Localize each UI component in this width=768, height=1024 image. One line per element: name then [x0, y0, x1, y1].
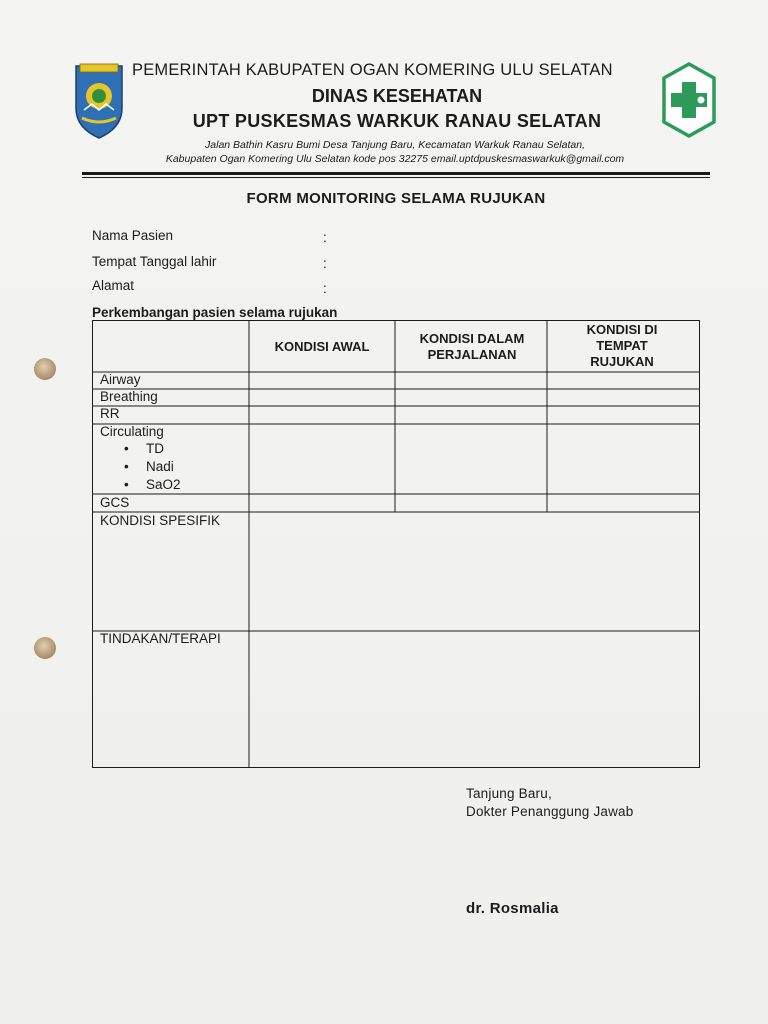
header-rule-thin: [82, 177, 710, 178]
form-title: FORM MONITORING SELAMA RUJUKAN: [246, 190, 546, 207]
health-cross-emblem-icon: [660, 60, 718, 140]
address-line-1: Jalan Bathin Kasru Bumi Desa Tanjung Baru, Kecamatan Warkuk Ranau Selatan,: [205, 139, 585, 151]
row-label-airway: Airway: [100, 372, 141, 387]
regency-emblem-icon: [72, 60, 126, 140]
punch-hole: [34, 637, 56, 659]
column-header-kondisi-awal: KONDISI AWAL: [274, 339, 370, 354]
signature-role: Dokter Penanggung Jawab: [466, 804, 634, 819]
field-colon: :: [323, 230, 327, 245]
department-title: DINAS KESEHATAN: [311, 86, 483, 106]
address-line-2: Kabupaten Ogan Komering Ulu Selatan kode pos 32275 email.uptdpuskesmaswarkuk@gmail.com: [165, 153, 625, 165]
row-label-kondisi-spesifik: KONDISI SPESIFIK: [100, 513, 221, 528]
field-colon: :: [323, 281, 327, 296]
row-label-breathing: Breathing: [100, 389, 158, 404]
column-header-kondisi-di-tempat-rujukan: KONDISI DI TEMPAT RUJUKAN: [586, 322, 658, 369]
monitoring-table-grid: [92, 320, 700, 768]
field-colon: :: [323, 256, 327, 271]
row-sublabel-sao2: • SaO2: [146, 477, 181, 492]
row-sublabel-td: • TD: [146, 441, 164, 456]
row-label-rr: RR: [100, 406, 120, 421]
field-label-nama-pasien: Nama Pasien: [92, 228, 174, 243]
punch-hole: [34, 358, 56, 380]
column-header-kondisi-dalam-perjalanan: KONDISI DALAM PERJALANAN: [419, 331, 525, 362]
field-label-tempat-tanggal-lahir: Tempat Tanggal lahir: [92, 254, 217, 269]
row-label-gcs: GCS: [100, 495, 130, 510]
row-sublabel-nadi: • Nadi: [146, 459, 174, 474]
signature-place: Tanjung Baru,: [466, 786, 552, 801]
section-label: Perkembangan pasien selama rujukan: [92, 305, 338, 320]
row-label-tindakan-terapi: TINDAKAN/TERAPI: [100, 631, 221, 646]
institution-title: UPT PUSKESMAS WARKUK RANAU SELATAN: [192, 111, 602, 131]
signature-name: dr. Rosmalia: [466, 900, 559, 917]
field-label-alamat: Alamat: [92, 278, 135, 293]
row-label-circulating: Circulating: [100, 424, 164, 439]
header-rule-thick: [82, 172, 710, 175]
government-title: PEMERINTAH KABUPATEN OGAN KOMERING ULU SELATAN: [132, 61, 613, 79]
